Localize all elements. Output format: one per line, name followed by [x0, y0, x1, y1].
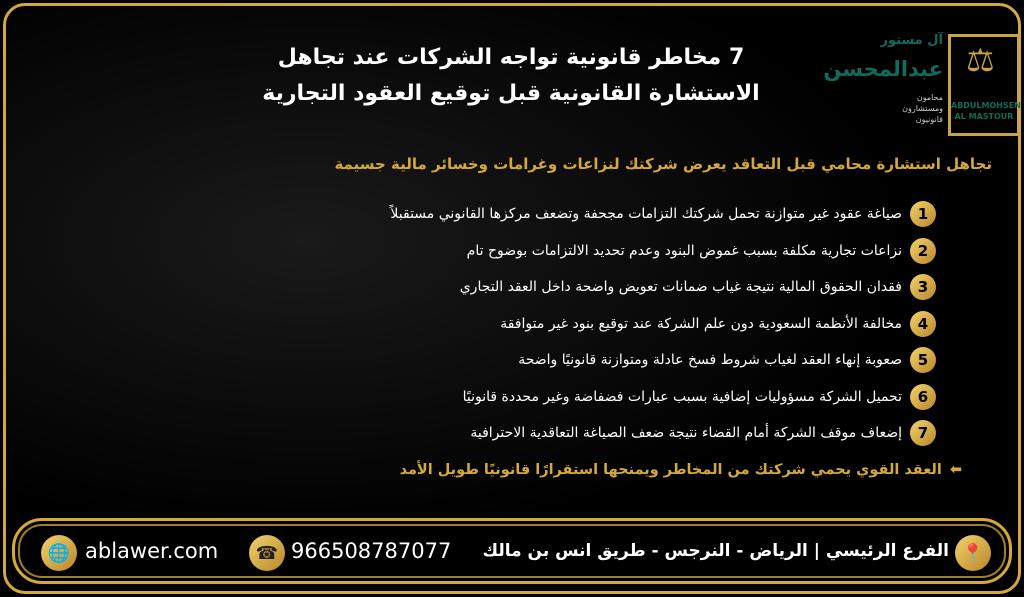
globe-icon: 🌐 [41, 535, 77, 571]
logo-tagline: محامون ومستشارون قانونيون [902, 93, 943, 124]
logo-ar-big: عبدالمحسن [823, 57, 943, 81]
subtitle: تجاهل استشارة محامي قبل التعاقد يعرض شركتك لنزاعات وغرامات وخسائر مالية جسيمة [334, 155, 992, 173]
item-text: مخالفة الأنظمة السعودية دون علم الشركة عند توقيع بنود غير متوافقة [500, 315, 902, 332]
logo [823, 26, 1021, 134]
risk-list [390, 196, 936, 452]
website-link[interactable]: ablawer.com [85, 539, 219, 563]
location-pin-icon: 📍 [955, 535, 991, 571]
scales-of-justice-icon: ⚖ [966, 41, 995, 79]
list-item [390, 415, 936, 452]
logo-en: ABDULMOHSEN AL MASTOUR [951, 101, 1021, 121]
number-badge: 7 [910, 420, 936, 446]
list-item [390, 306, 936, 343]
list-item [390, 342, 936, 379]
phone-number[interactable]: 966508787077 [291, 539, 452, 563]
closing-text: العقد القوي يحمي شركتك من المخاطر ويمنحها استقرارًا قانونيًا طويل الأمد [399, 462, 942, 478]
number-badge: 4 [910, 311, 936, 337]
number-badge: 6 [910, 384, 936, 410]
item-text: صعوبة إنهاء العقد لغياب شروط فسخ عادلة ومتوازنة قانونيًا واضحة [518, 352, 902, 369]
number-badge: 2 [910, 238, 936, 264]
phone-icon: ☎ [249, 535, 285, 571]
number-badge: 1 [910, 201, 936, 227]
item-text: تحميل الشركة مسؤوليات إضافية بسبب عبارات فضفاضة وغير محددة قانونيًا [462, 388, 902, 405]
list-item [390, 196, 936, 233]
title-line-2: الاستشارة القانونية قبل توقيع العقود التجارية [262, 81, 760, 106]
logo-ar-small: آل مستور [880, 33, 943, 48]
list-item [390, 379, 936, 416]
item-text: صياغة عقود غير متوازنة تحمل شركتك التزامات مجحفة وتضعف مركزها القانوني مستقبلاً [390, 206, 902, 223]
item-text: إضعاف موقف الشركة أمام القضاء نتيجة ضعف الصياغة التعاقدية الاحترافية [470, 425, 902, 442]
number-badge: 3 [910, 274, 936, 300]
list-item [390, 233, 936, 270]
item-text: فقدان الحقوق المالية نتيجة غياب ضمانات تعويض واضحة داخل العقد التجاري [459, 279, 902, 296]
number-badge: 5 [910, 347, 936, 373]
address: الفرع الرئيسي | الرياض - النرجس - طريق انس بن مالك [482, 541, 949, 561]
list-item [390, 269, 936, 306]
item-text: نزاعات تجارية مكلفة بسبب غموض البنود وعدم تحديد الالتزامات بوضوح تام [466, 242, 902, 259]
page-title [196, 40, 826, 112]
arrow-left-icon: ⬅ [949, 462, 962, 478]
closing-line [400, 462, 962, 478]
contact-footer [12, 518, 1012, 584]
title-line-1: 7 مخاطر قانونية تواجه الشركات عند تجاهل [277, 45, 745, 70]
